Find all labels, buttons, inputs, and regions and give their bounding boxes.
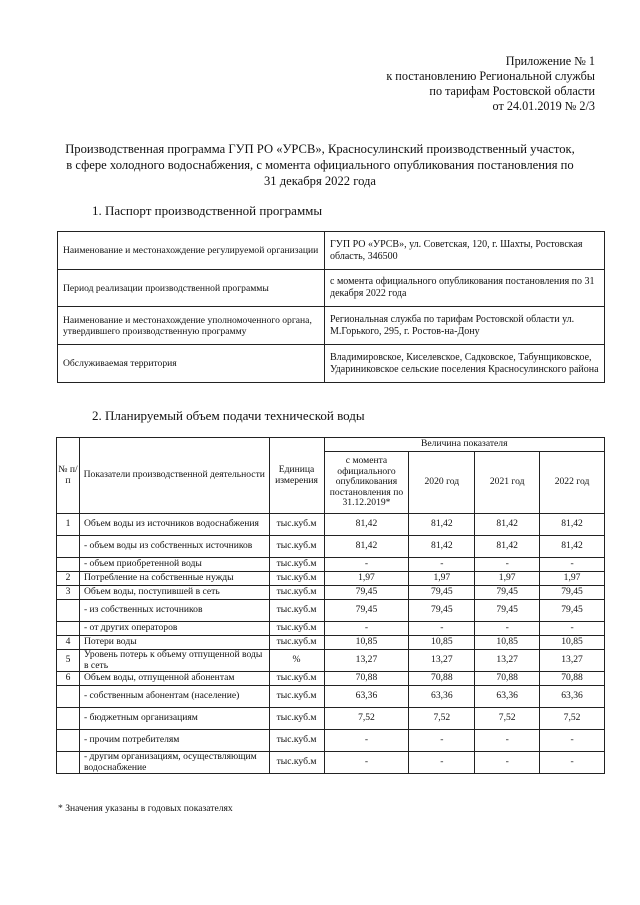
row-value: 1,97 (475, 572, 540, 586)
table-row (58, 232, 605, 270)
row-num (57, 600, 80, 622)
row-value: - (409, 622, 475, 636)
table-row (58, 307, 605, 345)
section1-heading: 1. Паспорт производственной программы (92, 203, 323, 218)
row-num: 1 (57, 514, 80, 536)
row-value: 13,27 (475, 650, 540, 672)
table-row (57, 572, 605, 586)
row-num (57, 622, 80, 636)
row-label: - объем приобретенной воды (79, 558, 269, 572)
row-value: 13,27 (540, 650, 605, 672)
row-value: 7,52 (409, 708, 475, 730)
passport-label: Период реализации производственной программы (58, 270, 325, 307)
row-num: 6 (57, 672, 80, 686)
table-row (57, 708, 605, 730)
table-row (57, 752, 605, 774)
passport-table (57, 231, 605, 383)
row-value: - (475, 558, 540, 572)
table-row (57, 586, 605, 600)
document-title (52, 141, 588, 189)
row-value: - (475, 622, 540, 636)
row-label: Объем воды, отпущенной абонентам (79, 672, 269, 686)
row-label: - собственным абонентам (население) (79, 686, 269, 708)
passport-label: Обслуживаемая территория (58, 345, 325, 383)
passport-value: с момента официального опубликования постановления по 31 декабря 2022 года (325, 270, 605, 307)
row-unit: тыс.куб.м (269, 572, 324, 586)
row-value: - (324, 622, 409, 636)
row-value: 63,36 (324, 686, 409, 708)
header-col-2020: 2020 год (409, 452, 475, 514)
row-label: Объем воды, поступившей в сеть (79, 586, 269, 600)
row-value: 7,52 (540, 708, 605, 730)
header-indicator: Показатели производственной деятельности (79, 438, 269, 514)
row-value: 1,97 (540, 572, 605, 586)
table-row (57, 558, 605, 572)
row-label: Уровень потерь к объему отпущенной воды в сеть (79, 650, 269, 672)
table-row (57, 636, 605, 650)
row-unit: тыс.куб.м (269, 686, 324, 708)
row-value: 81,42 (324, 514, 409, 536)
row-value: 81,42 (540, 514, 605, 536)
title-line: в сфере холодного водоснабжения, с момента официального опубликования постановления по (66, 158, 574, 172)
row-value: 13,27 (324, 650, 409, 672)
row-value: - (324, 730, 409, 752)
appendix-line: к постановлению Региональной службы (386, 69, 595, 83)
row-value: 7,52 (324, 708, 409, 730)
passport-value: ГУП РО «УРСВ», ул. Советская, 120, г. Шахты, Ростовская область, 346500 (325, 232, 605, 270)
table-row (57, 650, 605, 672)
row-value: - (540, 730, 605, 752)
row-value: 63,36 (409, 686, 475, 708)
row-value: - (540, 752, 605, 774)
header-col-2022: 2022 год (540, 452, 605, 514)
row-label: - другим организациям, осуществляющим водоснабжение (79, 752, 269, 774)
appendix-line: от 24.01.2019 № 2/3 (492, 99, 595, 113)
header-value-group: Величина показателя (324, 438, 604, 452)
row-value: 81,42 (475, 536, 540, 558)
passport-value: Региональная служба по тарифам Ростовской области ул. М.Горького, 295, г. Ростов-на-Дону (325, 307, 605, 345)
row-value: 7,52 (475, 708, 540, 730)
row-label: - объем воды из собственных источников (79, 536, 269, 558)
row-value: - (540, 558, 605, 572)
row-label: - из собственных источников (79, 600, 269, 622)
row-value: 10,85 (475, 636, 540, 650)
row-unit: тыс.куб.м (269, 558, 324, 572)
row-value: 81,42 (475, 514, 540, 536)
row-value: - (409, 558, 475, 572)
row-value: 70,88 (324, 672, 409, 686)
row-unit: тыс.куб.м (269, 514, 324, 536)
row-unit: тыс.куб.м (269, 708, 324, 730)
row-label: - от других операторов (79, 622, 269, 636)
table-row (57, 514, 605, 536)
row-num (57, 708, 80, 730)
row-unit: тыс.куб.м (269, 586, 324, 600)
row-value: 10,85 (540, 636, 605, 650)
table-row (57, 622, 605, 636)
header-col-moment: с момента официального опубликования постановления по 31.12.2019* (324, 452, 409, 514)
appendix-block (386, 54, 595, 114)
row-unit: тыс.куб.м (269, 730, 324, 752)
row-value: - (409, 730, 475, 752)
row-value: 81,42 (540, 536, 605, 558)
appendix-line: по тарифам Ростовской области (429, 84, 595, 98)
passport-label: Наименование и местонахождение уполномоченного органа, утвердившего производственную программу (58, 307, 325, 345)
row-label: - бюджетным организациям (79, 708, 269, 730)
row-label: Потери воды (79, 636, 269, 650)
row-label: Потребление на собственные нужды (79, 572, 269, 586)
title-line: 31 декабря 2022 года (263, 174, 377, 188)
header-col-2021: 2021 год (475, 452, 540, 514)
table-row (57, 672, 605, 686)
row-value: 13,27 (409, 650, 475, 672)
header-row (57, 438, 605, 452)
row-value: 81,42 (324, 536, 409, 558)
row-value: 79,45 (324, 586, 409, 600)
volume-table (56, 437, 605, 774)
table-row (58, 345, 605, 383)
row-num: 3 (57, 586, 80, 600)
row-value: - (540, 622, 605, 636)
row-value: - (324, 752, 409, 774)
row-value: 81,42 (409, 514, 475, 536)
row-num (57, 730, 80, 752)
row-value: 1,97 (324, 572, 409, 586)
row-unit: % (269, 650, 324, 672)
header-num: № п/п (57, 438, 80, 514)
row-num (57, 536, 80, 558)
row-value: 63,36 (540, 686, 605, 708)
row-value: 79,45 (540, 600, 605, 622)
row-value: - (475, 752, 540, 774)
row-unit: тыс.куб.м (269, 636, 324, 650)
section2-heading: 2. Планируемый объем подачи технической воды (92, 408, 365, 423)
row-value: 79,45 (475, 586, 540, 600)
appendix-line: Приложение № 1 (505, 54, 595, 68)
row-value: - (409, 752, 475, 774)
row-value: 79,45 (324, 600, 409, 622)
row-num (57, 752, 80, 774)
title-line: Производственная программа ГУП РО «УРСВ», Красносулинский производственный участок, (65, 142, 575, 156)
row-value: 81,42 (409, 536, 475, 558)
row-value: 70,88 (540, 672, 605, 686)
volume-table-body (57, 514, 605, 774)
row-value: 10,85 (409, 636, 475, 650)
row-label: - прочим потребителям (79, 730, 269, 752)
row-num: 5 (57, 650, 80, 672)
table-row (57, 536, 605, 558)
row-value: - (475, 730, 540, 752)
table-row (58, 270, 605, 307)
row-unit: тыс.куб.м (269, 536, 324, 558)
row-label: Объем воды из источников водоснабжения (79, 514, 269, 536)
row-num (57, 558, 80, 572)
row-value: 79,45 (409, 586, 475, 600)
table-row (57, 600, 605, 622)
row-unit: тыс.куб.м (269, 752, 324, 774)
footnote: * Значения указаны в годовых показателях (58, 803, 233, 814)
row-value: 79,45 (540, 586, 605, 600)
row-value: 70,88 (475, 672, 540, 686)
header-unit: Единица измерения (269, 438, 324, 514)
row-value: 79,45 (475, 600, 540, 622)
row-unit: тыс.куб.м (269, 600, 324, 622)
table-row (57, 686, 605, 708)
passport-label: Наименование и местонахождение регулируемой организации (58, 232, 325, 270)
row-unit: тыс.куб.м (269, 622, 324, 636)
row-value: 10,85 (324, 636, 409, 650)
row-unit: тыс.куб.м (269, 672, 324, 686)
row-num: 4 (57, 636, 80, 650)
row-value: 79,45 (409, 600, 475, 622)
row-value: 1,97 (409, 572, 475, 586)
row-value: - (324, 558, 409, 572)
table-row (57, 730, 605, 752)
row-num (57, 686, 80, 708)
row-num: 2 (57, 572, 80, 586)
passport-value: Владимировское, Киселевское, Садковское, Табунщиковское, Удариниковское сельские поселения Красносулинского района (325, 345, 605, 383)
row-value: 70,88 (409, 672, 475, 686)
row-value: 63,36 (475, 686, 540, 708)
